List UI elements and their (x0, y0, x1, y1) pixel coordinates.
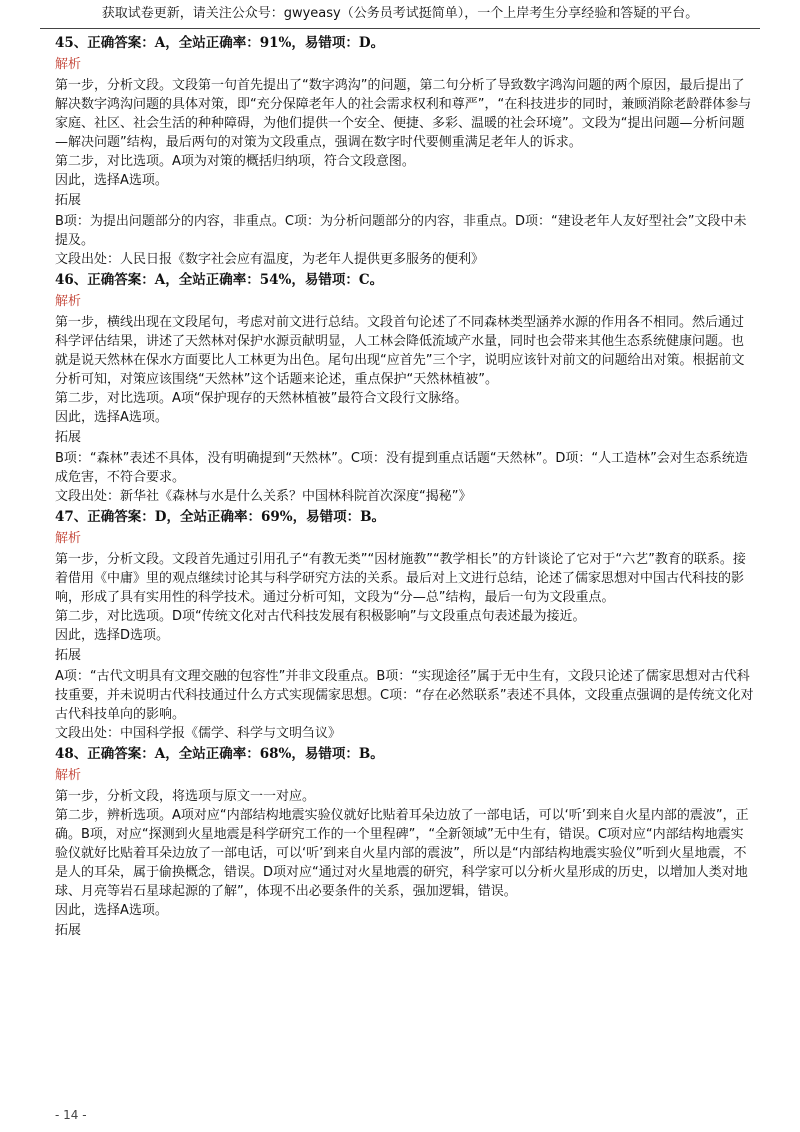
q47-analysis-label: 解析 (55, 531, 82, 546)
q45-conclusion: 因此，选择A选项。 (55, 173, 168, 188)
q47-conclusion: 因此，选择D选项。 (55, 628, 170, 643)
page-header: 获取试卷更新，请关注公众号：gwyeasy（公务员考试挺简单），一个上岸考生分享经验和答疑的平台。 (40, 0, 760, 29)
q46-step1: 第一步，横线出现在文段尾句，考虑对前文进行总结。文段首句论述了不同森林类型涵养水源的作用各不相同。然后通过科学评估结果，讲述了天然林对保护水源贡献明显，人工林会降低流域产水量，同时也会带来其他生态系统健康问题。也就是说天然林在保水方面要比人工林更为出色。尾句出现“应首先”三个字，说明应该针对前文的问题给出对策。根据前文分析可知，对策应该围绕“天然林”这个话题来论述，重点保护“天然林植被”。 (55, 315, 745, 387)
q45-step2: 第二步，对比选项。A项为对策的概括归纳项，符合文段意图。 (55, 154, 415, 169)
q45-analysis-label: 解析 (55, 57, 82, 72)
q46-conclusion: 因此，选择A选项。 (55, 410, 168, 425)
q48-step2: 第二步，辨析选项。A项对应“内部结构地震实验仪就好比贴着耳朵边放了一部电话，可以‘听’到来自火星内部的震波”，正确。B项，对应“探测到火星地震是科学研究工作的一个里程碑”，“全新领域”无中生有，错误。C项对应“内部结构地震实验仪就好比贴着耳朵边放了一部电话，可以‘听’到来自火星内部的震波”，所以是“内部结构地震实验仪”听到火星地震，不是人的耳朵，属于偷换概念，错误。D项对应“通过对火星地震的研究，科学家可以分析火星形成的历史，以增加人类对地球、月亮等岩石星球起源的了解”，体现不出必要条件的关系，强加逻辑，错误。 (55, 808, 749, 899)
q46-step2: 第二步，对比选项。A项“保护现存的天然林植被”最符合文段行文脉络。 (55, 391, 468, 406)
q47-extension: A项：“古代文明具有文理交融的包容性”并非文段重点。B项：“实现途径”属于无中生有，文段只论述了儒家思想对古代科技重要，并未说明古代科技通过什么方式实现儒家思想。C项：“存在必然联系”表述不具体，文段重点强调的是传统文化对古代科技单向的影响。 (55, 669, 754, 722)
q48-title: 48、正确答案：A，全站正确率：68%，易错项：B。 (55, 746, 384, 762)
q47-source: 文段出处：中国科学报《儒学、科学与文明刍议》 (55, 726, 342, 741)
q45-extension: B项：为提出问题部分的内容，非重点。C项：为分析问题部分的内容，非重点。D项：“建设老年人友好型社会”文段中未提及。 (55, 214, 747, 248)
answer-content (55, 32, 755, 942)
q47-title: 47、正确答案：D，全站正确率：69%，易错项：B。 (55, 509, 386, 525)
q45-source: 文段出处：人民日报《数字社会应有温度，为老年人提供更多服务的便利》 (55, 252, 485, 267)
page-number: - 14 - (55, 1108, 87, 1122)
q47-extension-label: 拓展 (55, 648, 82, 663)
q47-step1: 第一步，分析文段。文段首先通过引用孔子“有教无类”“因材施教”“教学相长”的方针谈论了它对于“六艺”教育的联系。接着借用《中庸》里的观点继续讨论其与科学研究方法的关系。最后对上文进行总结，论述了儒家思想对中国古代科技的影响，形成了具有实用性的科学技术。通过分析可知，文段为“分—总”结构，最后一句为文段重点。 (55, 552, 746, 605)
q46-extension: B项：“森林”表述不具体，没有明确提到“天然林”。C项：没有提到重点话题“天然林”。D项：“人工造林”会对生态系统造成危害，不符合要求。 (55, 451, 748, 485)
q48-extension-label: 拓展 (55, 923, 82, 938)
q45-extension-label: 拓展 (55, 193, 82, 208)
q45-title: 45、正确答案：A，全站正确率：91%，易错项：D。 (55, 35, 385, 51)
q47-step2: 第二步，对比选项。D项“传统文化对古代科技发展有积极影响”与文段重点句表述最为接近。 (55, 609, 586, 624)
q46-source: 文段出处：新华社《森林与水是什么关系？中国林科院首次深度“揭秘”》 (55, 489, 472, 504)
q45-step1: 第一步，分析文段。文段第一句首先提出了“数字鸿沟”的问题，第二句分析了导致数字鸿沟问题的两个原因，最后提出了解决数字鸿沟问题的具体对策，即“充分保障老年人的社会需求权利和尊严”，“在科技进步的同时，兼顾消除老龄群体参与家庭、社区、社会生活的种种障碍，为他们提供一个安全、便捷、多彩、温暖的社会环境”。文段为“提出问题—分析问题—解决问题”结构，最后两句的对策为文段重点，强调在数字时代要侧重满足老年人的诉求。 (55, 78, 752, 150)
q48-step1: 第一步，分析文段，将选项与原文一一对应。 (55, 789, 316, 804)
q46-analysis-label: 解析 (55, 294, 82, 309)
q46-extension-label: 拓展 (55, 430, 82, 445)
q48-analysis-label: 解析 (55, 768, 82, 783)
q48-conclusion: 因此，选择A选项。 (55, 903, 168, 918)
q46-title: 46、正确答案：A，全站正确率：54%，易错项：C。 (55, 272, 384, 288)
